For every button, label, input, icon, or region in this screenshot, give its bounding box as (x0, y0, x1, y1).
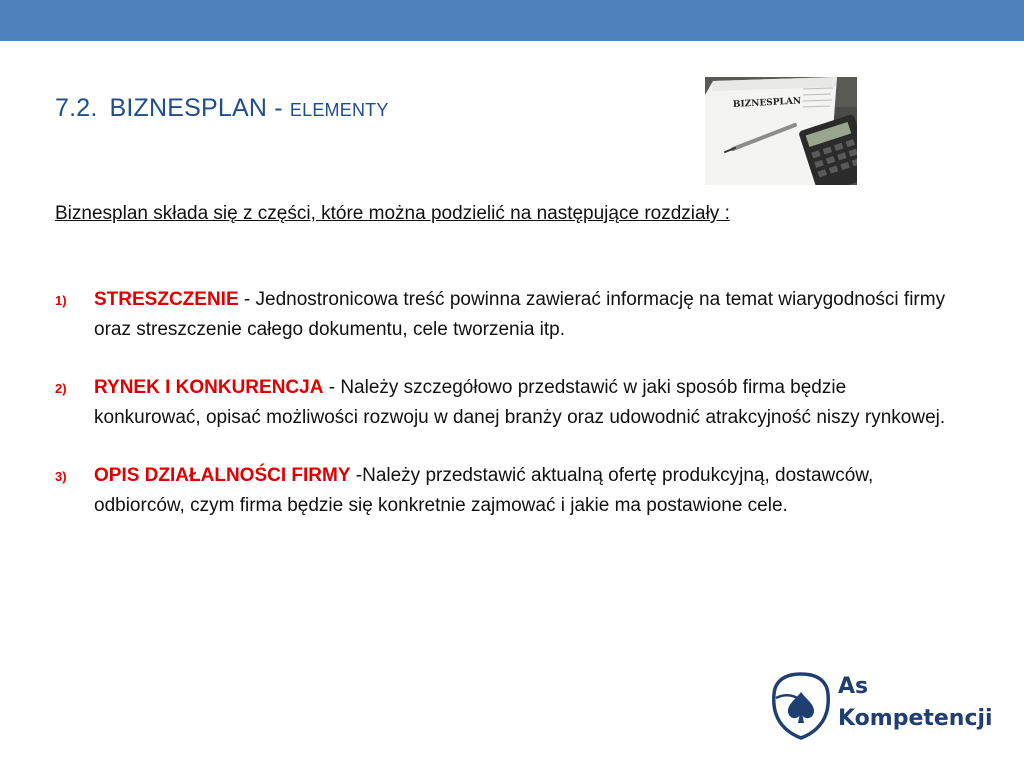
slide-title (55, 94, 389, 123)
company-logo (770, 668, 1010, 748)
list-item (55, 285, 955, 345)
item-number: 3) (55, 469, 67, 484)
item-text: -Należy przedstawić aktualną ofertę produkcyjną, dostawców, odbiorców, czym firma będzie się konkretnie zajmować i jakie ma postawione cele. (94, 465, 874, 516)
sections-list (55, 285, 955, 549)
item-number: 2) (55, 381, 67, 396)
item-text: - Należy szczegółowo przedstawić w jaki sposób firma będzie konkurować, opisać możliwości rozwoju w danej branży oraz udowodnić atrakcyjność niszy rynkowej. (94, 377, 946, 428)
item-heading: OPIS DZIAŁALNOŚCI FIRMY (94, 465, 351, 486)
intro-text: Biznesplan składa się z części, które można podzielić na następujące rozdziały : (55, 203, 730, 224)
slide-title-main: BIZNESPLAN - (109, 94, 290, 122)
list-item (55, 461, 955, 521)
business-plan-photo (705, 77, 857, 185)
item-number: 1) (55, 293, 67, 308)
logo-text-line-1: As (838, 674, 869, 699)
list-item (55, 373, 955, 433)
slide-title-sub: ELEMENTY (289, 100, 389, 120)
top-bar (0, 0, 1024, 41)
photo-doc-title: BIZNESPLAN (732, 96, 802, 110)
business-plan-illustration (705, 77, 857, 185)
shield-spade-icon (770, 668, 832, 742)
item-heading: STRESZCZENIE (94, 289, 239, 310)
item-heading: RYNEK I KONKURENCJA (94, 377, 324, 398)
slide-title-number: 7.2. (55, 94, 98, 122)
item-text: - Jednostronicowa treść powinna zawierać informację na temat wiarygodności firmy oraz streszczenie całego dokumentu, cele tworzenia itp. (94, 289, 946, 340)
logo-text-line-2: Kompetencji (838, 706, 993, 731)
